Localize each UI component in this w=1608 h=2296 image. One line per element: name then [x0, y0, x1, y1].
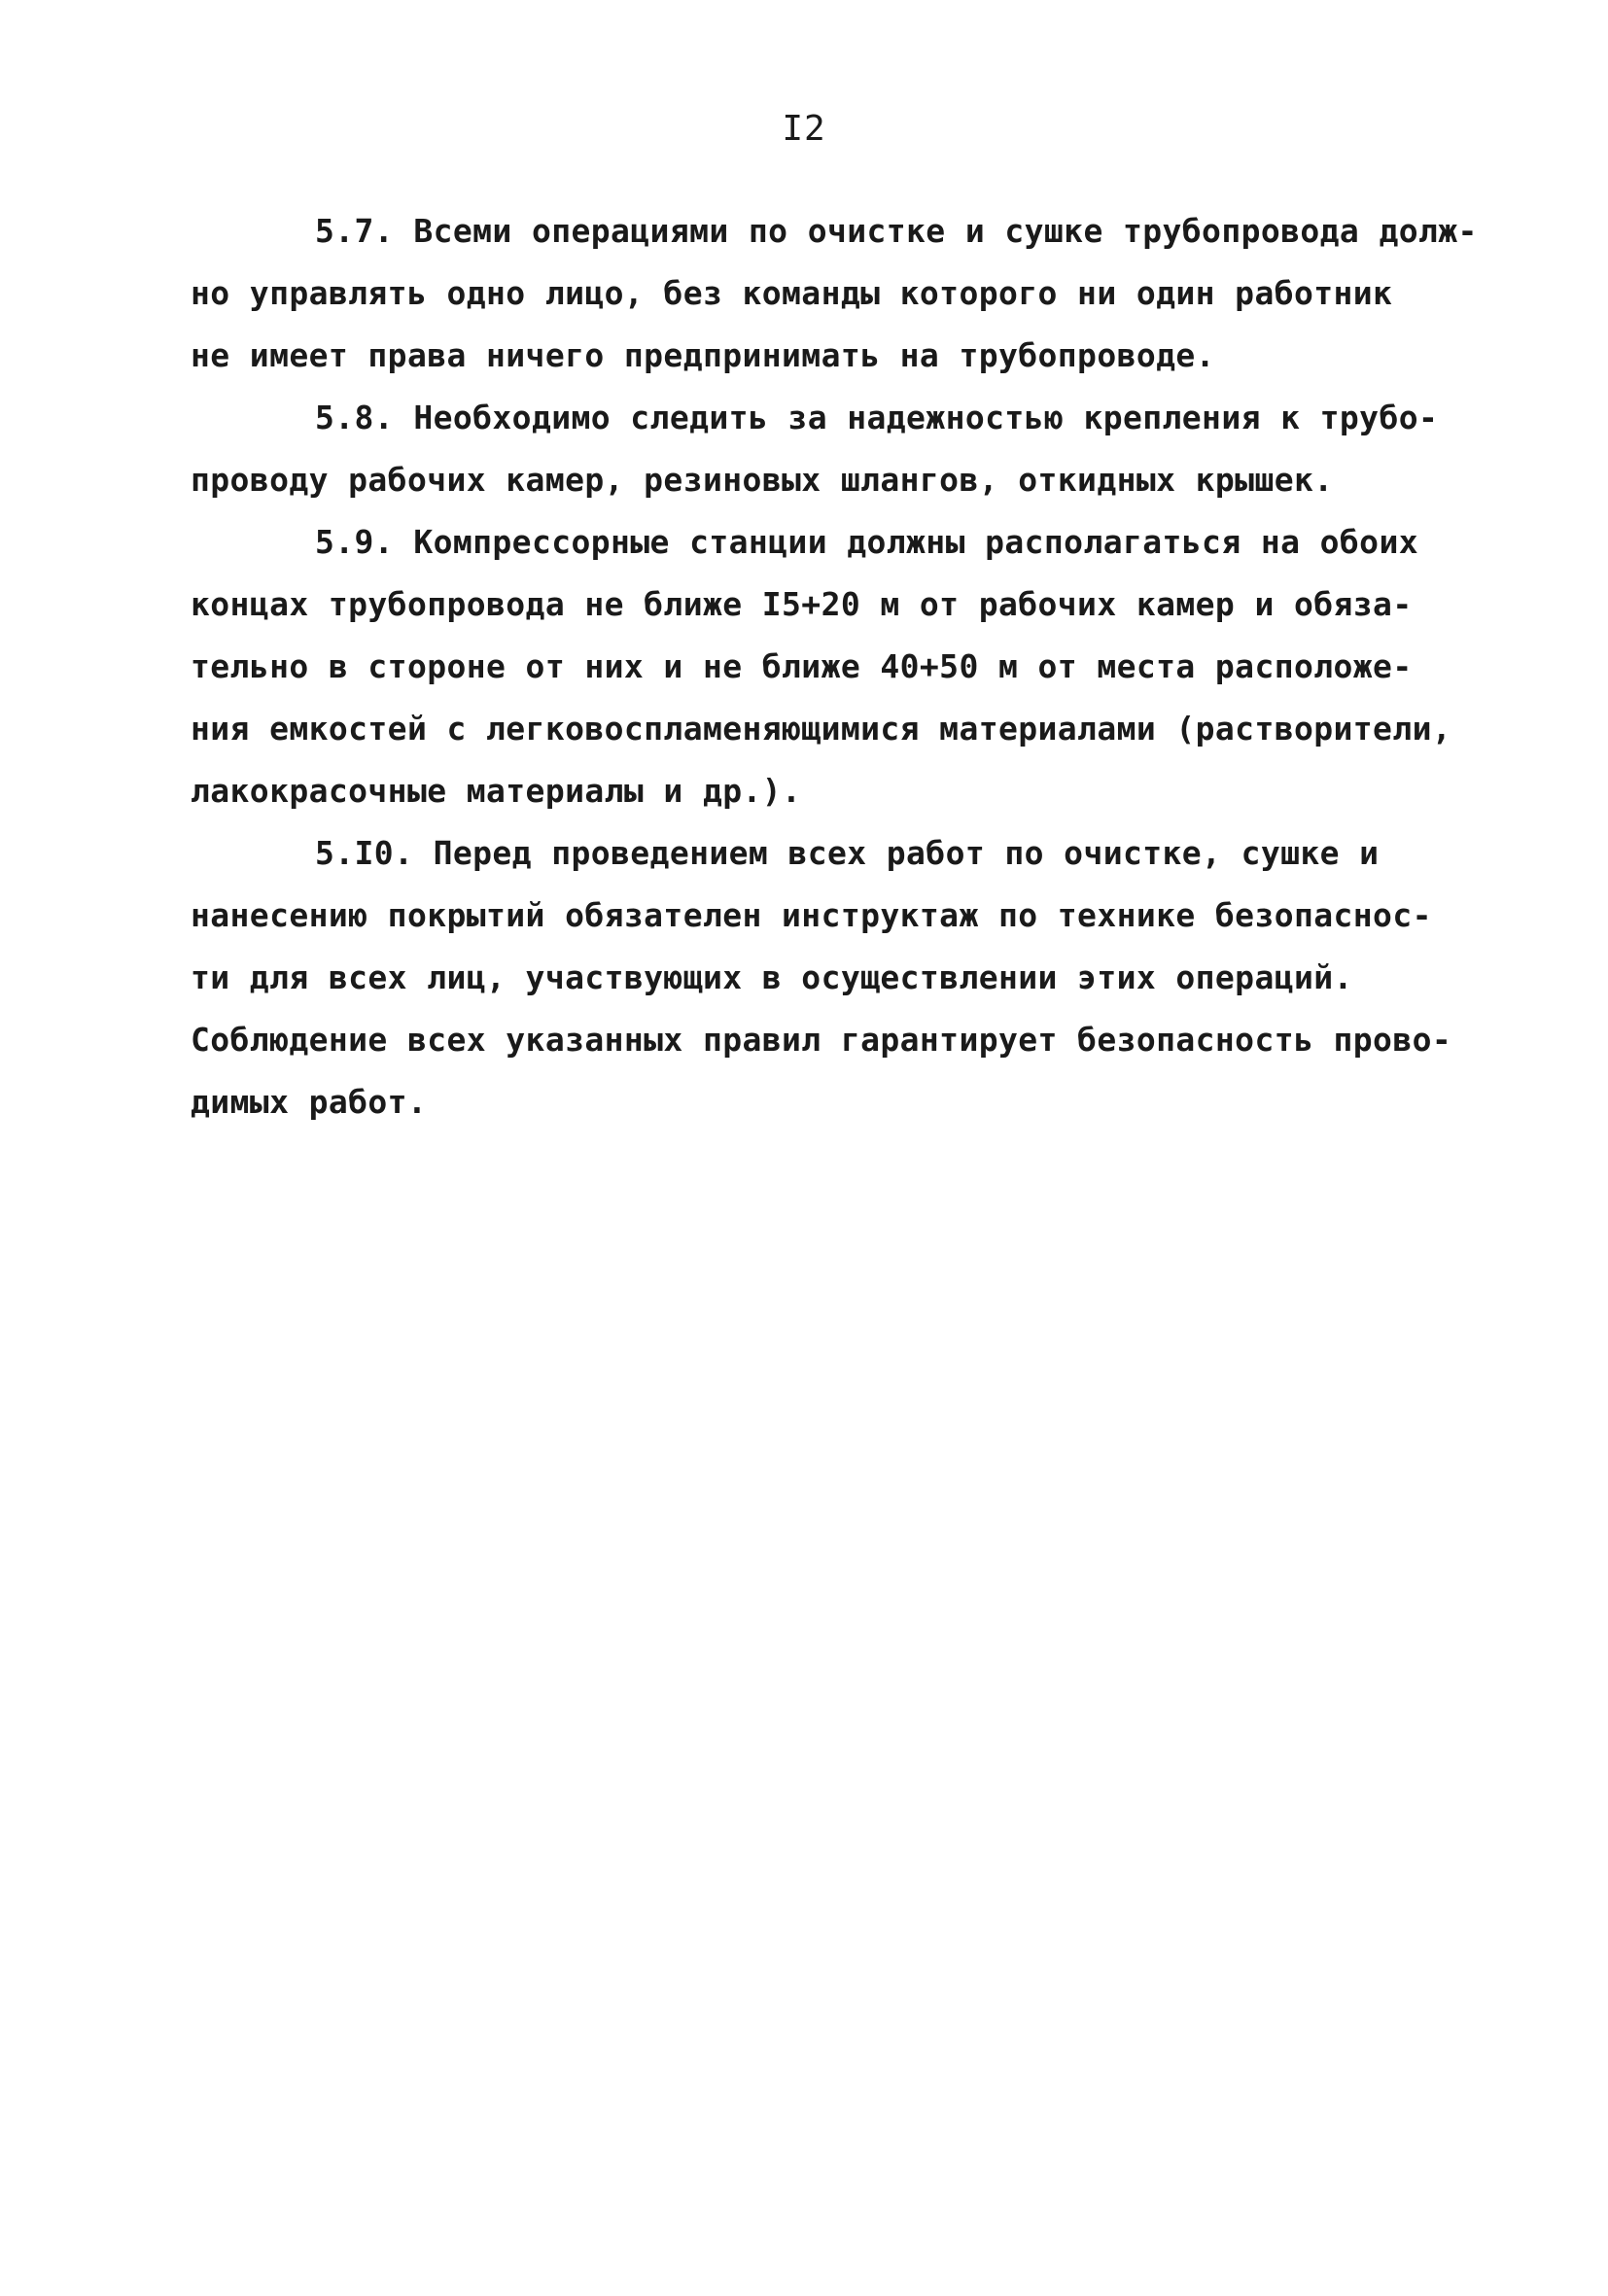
text-line: концах трубопровода не ближе I5+20 м от рабочих камер и обяза-: [191, 585, 1413, 623]
paragraph-5-10: [191, 822, 1454, 1133]
paragraph-5-8: [191, 387, 1454, 511]
text-line: не имеет права ничего предпринимать на трубопроводе.: [191, 336, 1215, 374]
body-text: [191, 200, 1478, 1133]
text-line: нанесению покрытий обязателен инструктаж по технике безопаснос-: [191, 896, 1432, 934]
text-line: 5.I0. Перед проведением всех работ по очистке, сушке и: [315, 834, 1380, 872]
text-line: лакокрасочные материалы и др.).: [191, 772, 802, 810]
paragraph-5-7: [191, 200, 1478, 387]
text-line: Соблюдение всех указанных правил гарантирует безопасность прово-: [191, 1021, 1452, 1059]
text-line: 5.7. Всеми операциями по очистке и сушке трубопровода долж-: [315, 212, 1478, 250]
paragraph-5-9: [191, 511, 1454, 822]
text-line: 5.9. Компрессорные станции должны располагаться на обоих: [315, 523, 1418, 561]
text-line: но управлять одно лицо, без команды которого ни один работник: [191, 274, 1393, 312]
text-line: тельно в стороне от них и не ближе 40+50 м от места расположе-: [191, 647, 1413, 685]
text-line: ти для всех лиц, участвующих в осуществлении этих операций.: [191, 958, 1353, 996]
text-line: димых работ.: [191, 1083, 428, 1121]
text-line: проводу рабочих камер, резиновых шлангов, откидных крышек.: [191, 461, 1334, 499]
page-number: I2: [782, 109, 826, 149]
text-line: 5.8. Необходимо следить за надежностью крепления к трубо-: [315, 399, 1439, 436]
text-line: ния емкостей с легковоспламеняющимися материалами (растворители,: [191, 710, 1452, 748]
